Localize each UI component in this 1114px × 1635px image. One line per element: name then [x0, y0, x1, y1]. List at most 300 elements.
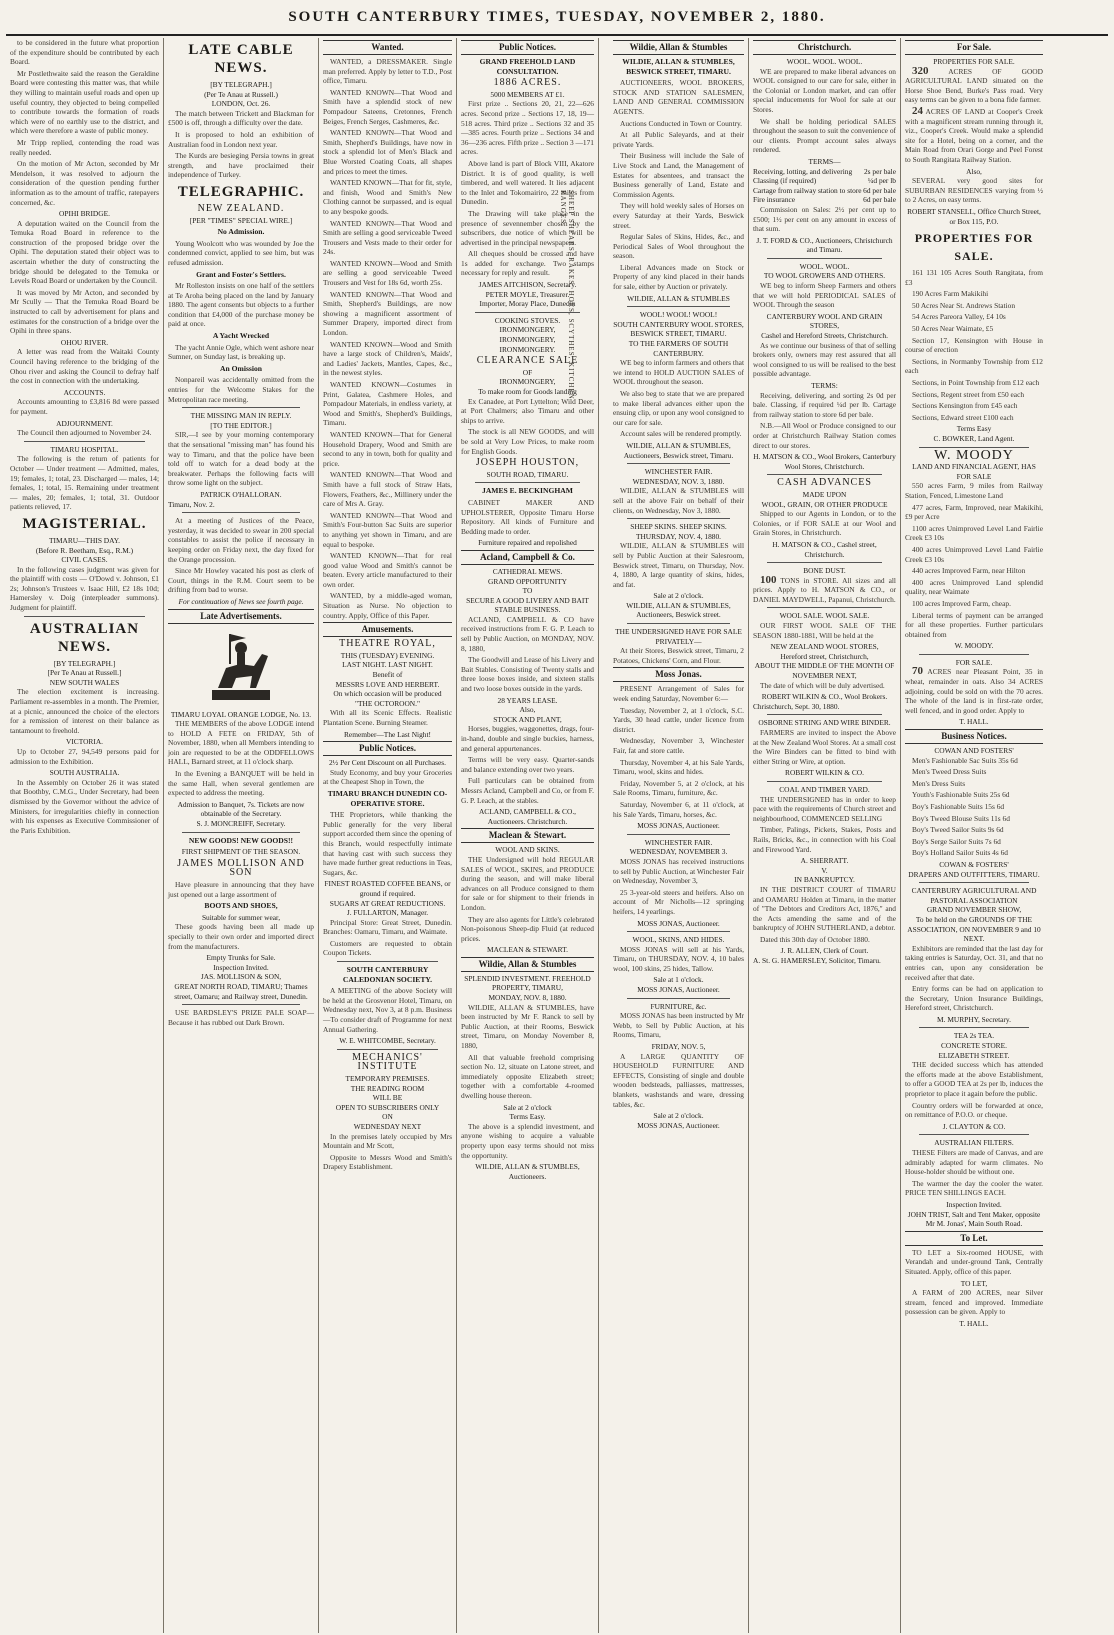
price-list-item: Men's Tweed Dress Suits: [912, 767, 987, 777]
paragraph: The date of which will be duly advertised.: [760, 680, 885, 690]
continuation-note: For continuation of News see fourth page.: [178, 596, 304, 606]
paragraph: N.B.—All Wool or Produce consigned to our order at Christchurch Railway Station comes direct to our stores.: [753, 421, 896, 450]
subheading: LAND AND FINANCIAL AGENT, HAS FOR SALE: [912, 462, 1036, 481]
wanted-advert: WANTED KNOWN—That Wood and Smith are selling a good serviceable Tweed Trousers and Vests made to their order for 24s.: [323, 218, 452, 257]
subheading: CANTERBURY AGRICULTURAL AND PASTORAL ASSOCIATION: [911, 886, 1037, 905]
paragraph: WILDIE, ALLAN & STUMBLES will sell by Public Auction at their Salesroom, Beswick street, Timaru, on Thursday, Nov. 4, 1880, A large quantity of skins, hides, and fat.: [613, 541, 744, 589]
headline-late-cable-news: LATE CABLE NEWS.: [188, 42, 294, 76]
paragraph: In the premises lately occupied by Mrs Mountain and Mr Scott,: [323, 1131, 452, 1151]
paragraph: [905, 64, 1043, 105]
paragraph: THE MEMBERS of the above LODGE intend to HOLD A FETE on FRIDAY, 5th of November, 1880, when all Members intending to join are requested to be at the ODDFELLOWS HALL, Barnard street, at 11 o'clock sharp.: [168, 719, 314, 767]
horse-rider-emblem-icon: [206, 628, 276, 706]
paragraph: Have pleasure in announcing that they have just opened out a large assortment of: [168, 880, 314, 899]
paragraph: Country orders will be forwarded at once, on remittance of P.O.O. or cheque.: [905, 1100, 1043, 1120]
section-header-public-notices: Public Notices.: [323, 741, 452, 756]
address: Cashel and Hereford Streets, Christchurch.: [761, 331, 888, 341]
section-header-amusements: Amusements.: [323, 622, 452, 637]
signature: J. FULLARTON, Manager.: [346, 908, 429, 918]
subheading: THURSDAY, NOV. 4, 1880.: [635, 531, 722, 541]
section-header-business-notices: Business Notices.: [905, 729, 1043, 744]
paragraph: WILDIE, ALLAN & STUMBLES will sell at the above Fair on behalf of their clients, on Wednesday, Nov 3, 1880.: [613, 486, 744, 515]
subheading: Suitable for summer wear,: [201, 912, 281, 922]
section-header-acland: Acland, Campbell & Co.: [461, 550, 594, 565]
subheading: WOOL, SKINS, AND HIDES.: [632, 935, 725, 945]
paragraph: IN THE DISTRICT COURT of TIMARU and OAMARU Holden at Timaru, in the matter of "The Debtors and Creditors Act, 1876," and the Acts amending the same and of the bankruptcy of JOHN SUTHERLAND, a debtor.: [753, 884, 896, 933]
cowan-price-list: [905, 756, 1043, 858]
charge-amount: ¼d per lb: [867, 176, 896, 186]
subheading: 2½ Per Cent Discount on all Purchases.: [328, 758, 446, 768]
subheading: SHEEP SKINS. SHEEP SKINS.: [630, 522, 727, 532]
subheading: THE UNDERSIGNED HAVE FOR SALE PRIVATELY—: [615, 627, 742, 646]
subheading: DRAPERS AND OUTFITTERS, TIMARU.: [908, 869, 1040, 879]
note: Empty Trunks for Sale.: [206, 953, 276, 963]
paragraph: In the following cases judgment was given for the plaintiff with costs — O'Dowd v. Johnson, £1 2s; Johnson's Trustees v. Isaac Hill, £2 18s 10d; Hamersley v. Doig (interpleader summons). Judgment for plaintiff.: [10, 564, 159, 613]
subheading: IRONMONGERY,: [499, 325, 556, 335]
signature: PATRICK O'HALLORAN.: [200, 489, 282, 499]
paragraph: MOSS JONAS will sell at his Yards, Timaru, on THURSDAY, NOV. 4, 10 bales wool, 100 skins, 25 hides, Tallow.: [613, 944, 744, 973]
wanted-advert: WANTED KNOWN—Costumes in Print, Galatea, Cashmere Holes, and Pompadour Materials, in endless variety, at Wood and Smith's, Shepherd's Buildings, Timaru.: [323, 380, 452, 428]
signature: ACLAND, CAMPBELL & CO., Auctioneers. Christchurch.: [478, 807, 577, 826]
price-list-item: Boy's Holland Sailor Suits 4s 6d: [912, 848, 1008, 858]
divider: [627, 463, 730, 464]
paragraph: 25 3-year-old steers and heifers. Also on account of Mr Nicholls—12 springing heifers, 14 yearlings.: [613, 887, 744, 916]
subheading: MESSRS LOVE AND HERBERT.: [335, 679, 440, 689]
paragraph: Wednesday, November 3, Winchester Fair, fat and store cattle.: [613, 736, 744, 755]
subheading: SOUTH AUSTRALIA.: [49, 768, 120, 778]
divider: [919, 1027, 1029, 1028]
headline-australian-news: AUSTRALIAN NEWS.: [29, 620, 140, 655]
paragraph: Liberal terms of payment can be arranged for all these properties. Further particulars obtained from: [905, 610, 1043, 639]
paragraph: Liberal Advances made on Stock or Property of any kind placed in their hands for sale, either by Auction or privately.: [613, 262, 744, 292]
paragraph: Shipped to our Agents in London, or to the Colonies, or if FOR SALE at our Wool and Grain Stores, in Christchurch.: [753, 509, 896, 538]
subheading: [BY TELEGRAPH.]: [210, 80, 272, 89]
subheading: WEDNESDAY, NOVEMBER 3.: [629, 847, 728, 857]
section-header-maclean: Maclean & Stewart.: [461, 828, 594, 843]
paragraph: TO LET a Six-roomed HOUSE, with Verandah and under-ground Tank, Centrally Situated. Apply, office of this paper.: [905, 1247, 1043, 1276]
subheading: WOOL! WOOL! WOOL!: [639, 310, 718, 320]
property-listing: 400 acres Unimproved Land splendid quality, near Waimate: [905, 577, 1043, 597]
lodge-title: TIMARU LOYAL ORANGE LODGE, No. 13.: [170, 709, 312, 719]
divider: [919, 654, 1029, 655]
divider: [24, 616, 145, 617]
subheading: TO LET,: [960, 1278, 988, 1288]
paragraph: At their Stores, Beswick street, Timaru, 2 Potatoes, Chickens' Corn, and Flour.: [613, 646, 744, 665]
section-heading: ADJOURNMENT.: [56, 418, 113, 428]
paragraph: The Kurds are besieging Persia towns in great strength, and have proclaimed their independence of Turkey.: [168, 151, 314, 180]
large-figure: 24: [912, 104, 923, 117]
subheading: OSBORNE STRING AND WIRE BINDER.: [758, 718, 891, 728]
paragraph: The above is a splendid investment, and anyone wishing to acquire a valuable property upon easy terms should not miss the opportunity.: [461, 1121, 594, 1160]
divider: [919, 1134, 1029, 1135]
paragraph: The stock is all NEW GOODS, and will be sold at Very Low Prices, to make room for English Goods.: [461, 427, 594, 456]
signature: JOSEPH HOUSTON,: [475, 457, 580, 469]
paragraph: It is proposed to hold an exhibition of Australian food in London next year.: [168, 129, 314, 149]
subheading: WOOL. WOOL. WOOL.: [786, 57, 863, 66]
signature: J. CLAYTON & CO.: [942, 1121, 1006, 1131]
section-heading: ACCOUNTS.: [63, 387, 106, 397]
wanted-advert: WANTED KNOWN—That Wood and Smith, Shepherd's Buildings, have now in stock a splendid lot of Men's Black and Blue Worsted Coating Coats, all shapes and prices to meet the times.: [323, 128, 452, 176]
column-3: [319, 38, 457, 1633]
paragraph: They are also agents for Little's celebrated Non-poisonous Sheep-dip Fluid (at reduced prices.: [461, 914, 594, 943]
paragraph: [753, 573, 896, 605]
section-header-for-sale: For Sale.: [905, 40, 1043, 55]
divider: [767, 714, 882, 715]
paragraph: Ex Canadee, at Port Lyttelton; Wild Deer, at Port Chalmers; also Timaru and other ships to arrive.: [461, 396, 594, 425]
charge-row: [753, 176, 896, 186]
subheading: TEMPORARY PREMISES.: [345, 1074, 430, 1083]
paragraph: Entry forms can be had on application to the Secretary, Union Insurance Buildings, Hereford street, Christchurch.: [905, 984, 1043, 1013]
subheading: IRONMONGERY,: [499, 377, 556, 387]
subheading: LAST NIGHT. LAST NIGHT.: [342, 660, 433, 670]
address: Importer, Moray Place, Dunedin: [479, 299, 576, 309]
subheading: WOOL AND SKINS.: [495, 845, 560, 855]
divider: [627, 518, 730, 519]
note: Inspection Invited.: [946, 1199, 1002, 1209]
price-list-item: Men's Fashionable Sac Suits 35s 6d: [912, 755, 1018, 765]
subheading: [TO THE EDITOR.]: [210, 420, 272, 430]
signature: T. HALL.: [959, 1318, 989, 1328]
property-listing: 477 acres, Farm, Improved, near Makikihi, £9 per Acre: [905, 502, 1043, 522]
paragraph: At all Public Saleyards, and at their private Yards.: [613, 130, 744, 149]
wanted-advert: WANTED KNOWN—That Wood and Smith have a splendid stock of new Pompadour Sateens, Cretonnes, French Beiges, French Serges, Cashmeres, &c.: [323, 87, 452, 126]
divider: [182, 407, 300, 408]
subheading: TERMS—: [808, 156, 841, 166]
paragraph: THE UNDERSIGNED has in order to keep pace with the requirements of Church street and neighbourhood, COMMENCED SELLING: [753, 794, 896, 823]
charge-row: [753, 186, 896, 196]
firm-name: WILDIE, ALLAN & STUMBLES, BESWICK STREET, TIMARU.: [622, 57, 735, 76]
charge-amount: 2s per bale: [863, 166, 896, 176]
subheading: STOCK AND PLANT,: [493, 714, 562, 724]
section-header-public-notices: Public Notices.: [461, 40, 594, 55]
subheading: MADE UPON: [802, 489, 847, 499]
paragraph: A MEETING of the above Society will be held at the Grosvenor Hotel, Timaru, on Wednesday next, Nov 3, at 8 p.m. Business—To consider draft of Programme for next Annual Gathering.: [323, 986, 452, 1034]
subheading: THE MISSING MAN IN REPLY.: [190, 411, 292, 421]
paragraph: Accounts amounting to £3,816 8d were passed for payment.: [10, 397, 159, 416]
charge-label: Classing (if required): [753, 176, 817, 186]
wanted-advert: WANTED KNOWN—That for fit, style, and finish, Wood and Smith's New Clothing cannot be surpassed, and is equal to any bespoke goods.: [323, 178, 452, 216]
property-listing: Sections, Edward street £100 each: [912, 412, 1014, 422]
note: Sale at 2 o'clock: [503, 1102, 552, 1112]
property-listing: 50 Acres Near Waimate, £5: [912, 324, 994, 334]
divider: [767, 474, 882, 475]
paragraph: These goods having been all made up specially to their own order and imported direct from the manufacturers.: [168, 922, 314, 951]
charge-row: [753, 195, 896, 205]
property-listing: 1100 acres Unimproved Level Land Fairlie Creek £3 10s: [905, 523, 1043, 543]
paragraph: The election excitement is increasing. Parliament re-assembles in a month. The Premier, at a picnic, announced the choice of the electors for a remission of interest on their balance as tantamount to freehold.: [10, 687, 159, 735]
subheading: WOOL SALE. WOOL SALE.: [779, 611, 870, 621]
charge-label: Fire insurance: [753, 195, 796, 205]
paragraph: We also beg to state that we are prepared to make liberal advances either upon the ensuing clip, or upon any wool consigned to our care for sale.: [613, 389, 744, 427]
wanted-advert: WANTED KNOWN—That Wood and Smith, Shepherd's Buildings, are now showing a magnificent assortment of Summer Drapery, imported direct from London.: [323, 289, 452, 338]
signature: W. E. WHITCOMBE, Secretary.: [339, 1036, 436, 1046]
paragraph: They will hold weekly sales of Horses on every Saturday at their Yards, Beswick street.: [613, 201, 744, 230]
paragraph: Horses, buggies, waggonettes, drags, four-in-hand, double and single buckies, harness, and general appurtenances.: [461, 724, 594, 753]
section-header-christchurch: Christchurch.: [753, 40, 896, 55]
paragraph: Regular Sales of Skins, Hides, &c., and Periodical Sales of Wool throughout the season.: [613, 232, 744, 261]
paragraph: Auctions Conducted in Town or Country.: [620, 118, 743, 128]
section-heading: OPIHI BRIDGE.: [59, 209, 110, 219]
paragraph: Thursday, November 4, at his Sale Yards, Timaru, wool, skins and hides.: [613, 757, 744, 777]
subheading-new-zealand: NEW ZEALAND.: [197, 202, 285, 214]
signature: COWAN & FOSTERS': [939, 859, 1009, 869]
firm-name: JAMES MOLLISON AND SON: [177, 857, 305, 879]
signature: WILDIE, ALLAN & STUMBLES, Auctioneers, Beswick street, Timaru.: [623, 440, 734, 460]
paragraph: The following is the return of patients for October — Under treatment — Admitted, males, 19; females, 1; total, 23. Discharged — males, 14; females, 1; total, 15. Remaining under treatment — males, 20; females, 1; total, 31. Outdoor patients relieved, 17.: [10, 454, 159, 512]
subheading: GRAND OPPORTUNITY: [487, 576, 567, 586]
paragraph: Exhibitors are reminded that the last day for taking entries is Saturday, Oct. 31, and that no entries can, upon any consideration be received after that date.: [905, 943, 1043, 982]
signature: WILDIE, ALLAN & STUMBLES, Auctioneers.: [475, 1162, 580, 1181]
subheading: SECURE A GOOD LIVERY AND BAIT STABLE BUSINESS.: [466, 595, 589, 615]
subheading: VICTORIA.: [65, 737, 104, 747]
headline-magisterial: MAGISTERIAL.: [22, 515, 147, 532]
signature: A. St. G. HAMERSLEY, Solicitor, Timaru.: [753, 956, 881, 966]
paragraph: SIR,—I see by your morning contemporary that the sensational "missing man" has found his way to Timaru, and that the police have been told off to watch for a dead body at the breakwater. Perhaps the following facts will throw some light on the subject.: [168, 430, 314, 488]
signature: H. MATSON & CO., Cashel street, Christchurch.: [772, 539, 877, 559]
subheading: WILL BE: [372, 1093, 403, 1103]
paragraph: Tuesday, November 2, at 1 o'clock, S.C. Yards, 30 head cattle, under licence from district.: [613, 705, 744, 734]
large-figure: 70: [912, 665, 923, 678]
wanted-advert: WANTED KNOWN—That for General Household Drapery, Wood and Smith are second to any in town, both for quality and price.: [323, 429, 452, 468]
note: Terms Easy.: [509, 1112, 546, 1122]
paragraph: WE beg to inform farmers and others that we intend to HOLD AUCTION SALES of WOOL throughout the season.: [613, 358, 744, 387]
subheading: No Admission.: [217, 227, 265, 237]
paragraph-text: TONS in STORE. All sizes and all prices. Apply to H. MATSON & CO., or DANIEL MAYDWELL, Papanui, Christchurch.: [753, 575, 896, 604]
paragraph: THE Proprietors, while thanking the Public generally for the very liberal support accorded them since the opening of this Branch, would respectfully intimate that having cast with such success they have made further great reductions in Teas, Sugars, &c.: [323, 810, 452, 877]
divider: [627, 931, 730, 932]
divider: [337, 1049, 438, 1050]
signature: MACLEAN & STEWART.: [487, 945, 568, 955]
subheading: On which occasion will be produced: [333, 689, 442, 699]
paragraph: A letter was read from the Waitaki County Council having reference to the bridging of the Ohou river and asking the Council to defray half the cost in connection with the undertaking.: [10, 347, 159, 386]
subheading: WINCHESTER FAIR.: [644, 467, 713, 477]
section-header-wildie: Wildie, Allan & Stumbles: [613, 40, 744, 55]
column-2: [164, 38, 319, 1633]
divider: [919, 882, 1029, 883]
paragraph: Since Mr Howley vacated his post as clerk of Court, things in the R.M. Court seem to be drifting from bad to worse.: [168, 566, 314, 595]
paragraph: Receiving, delivering, and sorting 2s 0d per bale. Classing, if required ¼d per lb. Cartage from railway station to store 6d per bale.: [753, 390, 896, 419]
subheading: PROPERTIES FOR SALE.: [933, 57, 1015, 66]
signature: JAS. MOLLISON & SON,: [200, 972, 282, 982]
paragraph: All cheques should be crossed and have 1s added for exchange. Two stamps necessary for reply and result.: [461, 249, 594, 278]
subheading: NEW SOUTH WALES: [49, 677, 120, 687]
note: Inspection Invited.: [213, 962, 269, 972]
section-header-late-advertisements: Late Advertisements.: [168, 609, 314, 624]
subheading: CLEARANCE SALE: [476, 355, 579, 367]
subheading: MONDAY, NOV. 8, 1880.: [488, 993, 567, 1003]
dateline: LONDON, Oct. 26.: [211, 99, 271, 109]
subheading: AUSTRALIAN FILTERS.: [934, 1138, 1014, 1148]
subheading: WOOL, GRAIN, OR OTHER PRODUCE: [761, 499, 888, 509]
subheading: ELIZABETH STREET.: [938, 1050, 1010, 1060]
wanted-list: [323, 57, 452, 620]
paragraph: At a meeting of Justices of the Peace, yesterday, it was decided to swear in 200 special constables to assist the police if necessary in keeping order on Friday next, the day fixed for the Orange procession.: [168, 516, 314, 564]
headline-telegraphic: TELEGRAPHIC.: [177, 183, 305, 200]
agent-name: W. MOODY: [934, 447, 1014, 463]
subheading: Benefit of: [372, 670, 403, 680]
divider: [767, 607, 882, 608]
signature: JAMES AITCHISON, Secretary.: [478, 280, 577, 290]
signature: MOSS JONAS, Auctioneer.: [637, 1120, 720, 1130]
subheading: WEDNESDAY NEXT: [353, 1121, 422, 1131]
subheading: [PER "TIMES" SPECIAL WIRE.]: [189, 215, 293, 225]
subheading: TIMARU—THIS DAY.: [48, 535, 121, 545]
subheading: WEDNESDAY, NOV. 3, 1880.: [632, 476, 725, 486]
theatre-title: THEATRE ROYAL,: [339, 638, 436, 650]
subheading: GRAND FREEHOLD LAND CONSULTATION.: [479, 57, 576, 76]
subheading: THIS (TUESDAY) EVENING.: [340, 650, 435, 660]
paragraph: PRESENT Arrangement of Sales for week ending Saturday, November 6:—: [613, 684, 744, 704]
property-listing: Section 17, Kensington with House in course of erection: [905, 335, 1043, 355]
subheading: ABOUT THE MIDDLE OF THE MONTH OF NOVEMBER NEXT,: [754, 661, 895, 681]
paragraph: OUR FIRST WOOL SALE OF THE SEASON 1880-1881, Will be held at the: [753, 621, 896, 640]
paragraph: [905, 667, 1043, 715]
signature: M. MURPHY, Secretary.: [937, 1014, 1011, 1024]
subheading: FURNITURE, &c.: [650, 1001, 707, 1011]
subheading: IRONMONGERY,: [499, 335, 556, 345]
subheading: TO WOOL GROWERS AND OTHERS.: [763, 271, 886, 281]
subheading: ON: [382, 1112, 393, 1122]
paragraph: FARMERS are invited to inspect the Above at the New Zealand Wool Stores. At a small cost the Wire Binders can be fitted to bind with either String or Wire, at option.: [753, 728, 896, 766]
paragraph: Young Woolcott who was wounded by Joe the condemned convict, applied to see him, but was refused admission.: [168, 238, 314, 267]
subheading: COAL AND TIMBER YARD.: [779, 784, 870, 794]
subheading: To make room for Goods landing: [478, 387, 577, 396]
subheading: NEW ZEALAND WOOL STORES,: [770, 642, 879, 652]
side-banner-advert: SHEEP SHEARS, RAKES, HOES, SCYTHES, KITCHEN RANGES.: [559, 190, 575, 400]
subheading: "THE OCTOROON.": [354, 698, 421, 708]
address: Hereford street, Christchurch,: [780, 651, 869, 661]
subheading: OPEN TO SUBSCRIBERS ONLY: [335, 1102, 440, 1112]
subheading: SPLENDID INVESTMENT. FREEHOLD PROPERTY, TIMARU,: [464, 973, 591, 993]
paragraph: AUCTIONEERS, WOOL BROKERS, STOCK AND STATION SALESMEN, LAND AND GENERAL COMMISSION AGENTS.: [613, 78, 744, 116]
divider: [182, 1004, 300, 1005]
paragraph: We shall be holding periodical SALES throughout the season to suit the convenience of our clients. Prompt account sales always rendered.: [753, 116, 896, 155]
wanted-advert: WANTED, by a middle-aged woman, Situation as Nurse. No objection to country. Apply, Office of this Paper.: [323, 591, 452, 620]
paragraph: Study Economy, and buy your Groceries at the Cheapest Shop in Town, the: [323, 767, 452, 787]
section-heading: TIMARU HOSPITAL.: [50, 444, 119, 454]
subheading: To be held on the GROUNDS OF THE ASSOCIATION, ON NOVEMBER 9 and 10 NEXT.: [907, 914, 1041, 944]
paragraph: Nonpareil was accidentally omitted from the entries for the Welcome Stakes for the Metropolitan race meeting.: [168, 375, 314, 404]
charge-amount: 6d per bale: [863, 195, 896, 205]
subheading-cash-advances: CASH ADVANCES: [777, 477, 872, 489]
paragraph: The Goodwill and Lease of his Livery and Bait Stables. Consisting of Twenty stalls and three loose boxes inside, and sixteen stalls and two loose boxes outside in the yards.: [461, 655, 594, 694]
signature: T. HALL.: [959, 717, 989, 727]
subheading: FRIDAY, NOV. 5,: [651, 1042, 706, 1052]
paragraph: First prize .. Sections 20, 21, 22—626 acres. Second prize .. Sections 17, 18, 19—518 acres. Third prize .. Sections 32 and 35—385 acres. Fourth prize .. Sections 34 and 36—236 acres. Fifth prize .. Section 3 —171 acres.: [461, 99, 595, 157]
paragraph: It was moved by Mr Acton, and seconded by Mr Scully — That the Temuka Road Board be instructed to call by advertisement for plans and estimates for the construction of a bridge over the Opihi in three spans.: [10, 287, 159, 336]
subheading: TO THE FARMERS OF SOUTH CANTERBURY.: [628, 339, 729, 358]
column-1: [6, 38, 164, 1633]
divider: [627, 623, 730, 624]
paragraph: Saturday, November 6, at 11 o'clock, at his Sale Yards, Timaru, horses, &c.: [613, 799, 744, 819]
column-6: [749, 38, 901, 1633]
subheading: An Omission: [220, 363, 262, 373]
paragraph: The yacht Annie Ogle, which went ashore near Sumner, on Sunday last, is breaking up.: [168, 342, 314, 362]
charges-list: [753, 167, 896, 205]
section-header-to-let: To Let.: [905, 1231, 1043, 1246]
property-listing: 190 Acres Farm Makikihi: [912, 289, 989, 299]
paragraph: Commission on Sales: 2½ per cent up to £500; 1½ per cent on any amount in excess of that sum.: [753, 204, 896, 234]
subheading: BONE DUST.: [803, 566, 846, 576]
masthead-title: SOUTH CANTERBURY TIMES, TUESDAY, NOVEMBER 2, 1880.: [288, 8, 826, 25]
moody-properties-list: [905, 481, 1043, 608]
divider: [182, 832, 300, 833]
address: GREAT NORTH ROAD, TIMARU; Thames street, Oamaru; and Railway street, Dunedin.: [174, 981, 308, 1001]
divider: [627, 834, 730, 835]
paragraph: With all its Scenic Effects. Realistic Plantation Scene. Burning Steamer.: [323, 708, 452, 727]
paragraph: Terms will be very easy. Quarter-sands and balance extending over two years.: [461, 755, 594, 774]
paragraph: THE decided success which has attended the efforts made at the above Establishment, to offer a GOOD TEA at 2s per lb, induces the proprietor to place it again before the public.: [905, 1060, 1043, 1099]
paragraph: WE are prepared to make liberal advances on WOOL consigned to our care for sale, either in the Colonial or London market, and can offer special inducements for Wool for sale at our Stores.: [753, 66, 896, 114]
price-list-item: Boy's Serge Sailor Suits 7s 6d: [912, 836, 1001, 846]
paragraph: Mr Rolleston insists on one half of the settlers at Te Aroha being placed on the land by January 1880. The agent consents but objects to a further condition that £4,000 of the purchase money be paid at once.: [168, 281, 314, 329]
subheading: WOOL. WOOL.: [799, 261, 850, 271]
subheading-new-goods: NEW GOODS! NEW GOODS!!: [188, 835, 294, 845]
paragraph: CABINET MAKER AND UPHOLSTERER, Opposite Timaru Horse Repository. All kinds of Furniture and Bedding made to order.: [461, 497, 594, 536]
divider: [627, 306, 730, 307]
wanted-advert: WANTED KNOWN—That Wood and Smith have a full stock of Straw Hats, Flowers, Feathers, &c., Millinery under the care of Mrs A. Gray.: [323, 470, 452, 509]
signature: ROBERT STANSELL, Office Church Street, or Box 115, P.O.: [907, 206, 1041, 226]
paragraph-text: ACRES OF GOOD AGRICULTURAL LAND situated on the Horse Shoe Bend, Burke's Pass road. Very easy terms can be given to a bona fide farmer.: [905, 66, 1043, 105]
paragraph: Mr Postlethwaite said the reason the Geraldine Board were contesting this matter was, that while they willing to maintain useful roads and open up useful country, they objected to being compelled to contribute towards the formation of roads which were of no earthly use to the district, and which were therefore a waste of public money.: [10, 68, 159, 136]
price-list-item: Boy's Fashionable Suits 15s 6d: [912, 802, 1005, 811]
price-list-item: Men's Dress Suits: [912, 778, 966, 788]
large-figure: 100: [760, 573, 777, 586]
subheading: THE READING ROOM: [350, 1083, 425, 1093]
property-listing: 440 acres Improved Farm, near Hilton: [912, 566, 1026, 576]
paragraph: Mr Tripp replied, contending the road was really needed.: [10, 137, 159, 157]
property-listing: Sections, in Point Township from £12 each: [912, 378, 1040, 388]
paragraph: to be considered in the future what proportion of the expenditure should be contributed by each Board.: [10, 38, 159, 67]
signature: MOSS JONAS, Auctioneer.: [637, 918, 720, 928]
subheading: Grant and Foster's Settlers.: [196, 269, 286, 279]
newspaper-columns: [6, 38, 1108, 1633]
subheading: Remember—The Last Night!: [343, 729, 432, 739]
paragraph: Dated this 30th day of October 1880.: [760, 934, 870, 944]
paragraph: Their Business will include the Sale of Live Stock and Land, the Management of Estates for absentees, and transact the Business generally of Land, Estate and Commission Agents.: [613, 151, 744, 199]
subheading: TO: [522, 586, 533, 596]
divider: [182, 512, 300, 513]
note: Sale at 2 o'clock.: [653, 1111, 704, 1121]
subheading: A Yacht Wrecked: [212, 331, 270, 341]
subheading: TIMARU BRANCH DUNEDIN CO-OPERATIVE STORE.: [327, 788, 448, 808]
subheading: TEA 2s TEA.: [953, 1031, 995, 1041]
signature: WILDIE, ALLAN & STUMBLES, Auctioneers, Beswick street.: [626, 600, 731, 620]
price-list-item: Youth's Fashionable Suits 25s 6d: [912, 790, 1010, 800]
subheading: GRAND NOVEMBER SHOW,: [926, 905, 1022, 915]
subheading: CONCRETE STORE.: [941, 1041, 1007, 1051]
large-figure: 320: [912, 64, 929, 77]
paragraph: SEVERAL very good sites for SUBURBAN RESIDENCES varying from ½ to 2 Acres, on easy terms.: [905, 176, 1043, 205]
divider: [767, 258, 882, 259]
note: Furniture repaired and repolished: [478, 538, 577, 548]
note: Sale at 1 o'clock.: [653, 975, 704, 985]
paragraph: Customers are requested to obtain Coupon Tickets.: [323, 938, 452, 958]
note: Sale at 2 o'clock.: [653, 591, 704, 601]
property-listing: 550 acres Farm, 9 miles from Railway Station, Fenced, Limestone Land: [905, 481, 1043, 500]
paragraph: WE beg to inform Sheep Farmers and others that we will hold PERIODICAL SALES of WOOL Through the season: [753, 281, 896, 310]
property-listing: Sections, in Normanby Township from £12 each: [905, 356, 1043, 376]
signature: MOSS JONAS, Auctioneer.: [637, 985, 720, 995]
wanted-advert: WANTED KNOWN—That for real good value Wood and Smith's cannot be beaten. Every article manufactured to their own order.: [323, 551, 452, 589]
subheading: CATHEDRAL MEWS.: [492, 566, 563, 576]
masthead: [6, 0, 1108, 36]
signature: A. SHERRATT.: [800, 856, 849, 866]
subheading: IN BANKRUPTCY.: [794, 875, 855, 885]
wanted-advert: WANTED KNOWN—Wood and Smith are selling a good serviceable Tweed Trousers and Vest for 18s 6d, worth 25s.: [323, 258, 452, 288]
firm-name: JAMES E. BECKINGHAM: [482, 486, 573, 496]
signature: S. J. MONCREIFF, Secretary.: [196, 819, 286, 829]
subheading: 5000 MEMBERS AT £1.: [490, 89, 565, 99]
